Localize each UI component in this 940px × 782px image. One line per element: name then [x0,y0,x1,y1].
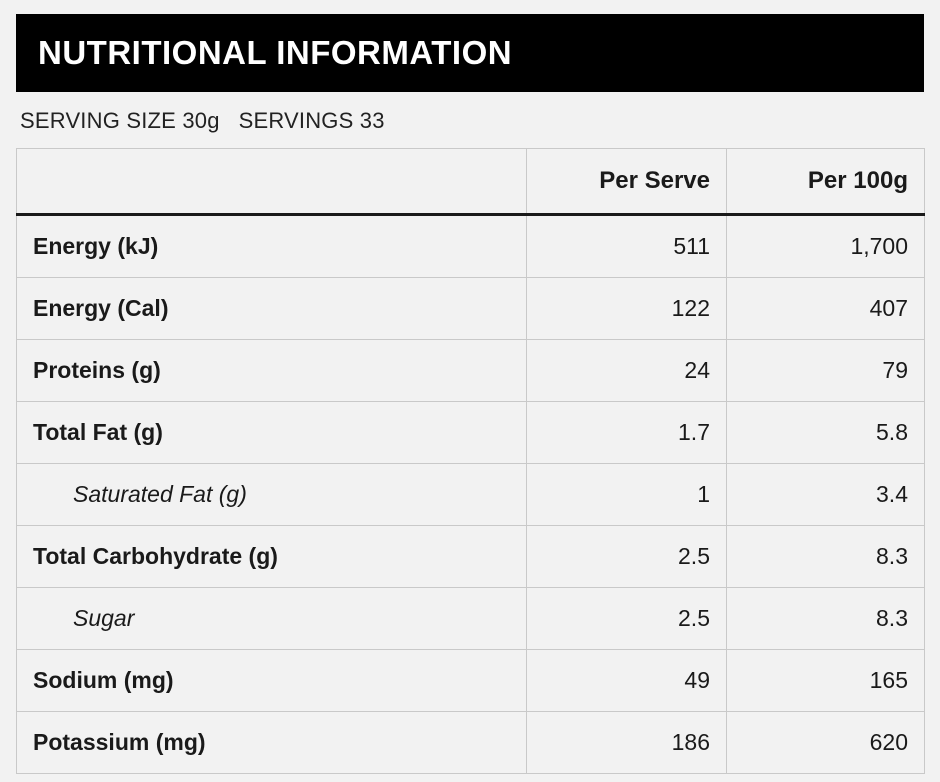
table-row [17,340,925,402]
column-header-per-serve: Per Serve [527,149,727,215]
row-per-100g: 3.4 [727,464,925,526]
table-row [17,464,925,526]
row-label: Sugar [17,588,527,650]
row-label: Proteins (g) [17,340,527,402]
row-per-serve: 1.7 [527,402,727,464]
row-per-100g: 8.3 [727,588,925,650]
column-header-nutrient [17,149,527,215]
row-label: Energy (Cal) [17,278,527,340]
row-per-100g: 1,700 [727,215,925,278]
row-per-serve: 1 [527,464,727,526]
row-label: Sodium (mg) [17,650,527,712]
row-per-serve: 511 [527,215,727,278]
row-per-100g: 407 [727,278,925,340]
row-per-100g: 620 [727,712,925,774]
row-per-100g: 5.8 [727,402,925,464]
row-per-serve: 186 [527,712,727,774]
row-per-100g: 8.3 [727,526,925,588]
row-per-serve: 49 [527,650,727,712]
table-row [17,588,925,650]
table-row [17,402,925,464]
row-per-serve: 2.5 [527,588,727,650]
table-row [17,526,925,588]
row-per-100g: 79 [727,340,925,402]
table-row [17,215,925,278]
table-row [17,650,925,712]
nutrition-header-bar [16,14,924,92]
nutrition-table [16,148,925,774]
nutrition-panel-inner [0,14,940,774]
table-header [17,149,925,215]
row-label: Energy (kJ) [17,215,527,278]
serving-size-text: SERVING SIZE 30g SERVINGS 33 [20,108,385,133]
table-header-row [17,149,925,215]
row-label: Potassium (mg) [17,712,527,774]
table-body [17,215,925,774]
column-header-per-100g: Per 100g [727,149,925,215]
table-row [17,712,925,774]
row-per-serve: 24 [527,340,727,402]
row-per-serve: 2.5 [527,526,727,588]
page-title: NUTRITIONAL INFORMATION [38,34,513,71]
row-per-serve: 122 [527,278,727,340]
row-label: Total Fat (g) [17,402,527,464]
row-label: Saturated Fat (g) [17,464,527,526]
row-label: Total Carbohydrate (g) [17,526,527,588]
row-per-100g: 165 [727,650,925,712]
table-row [17,278,925,340]
